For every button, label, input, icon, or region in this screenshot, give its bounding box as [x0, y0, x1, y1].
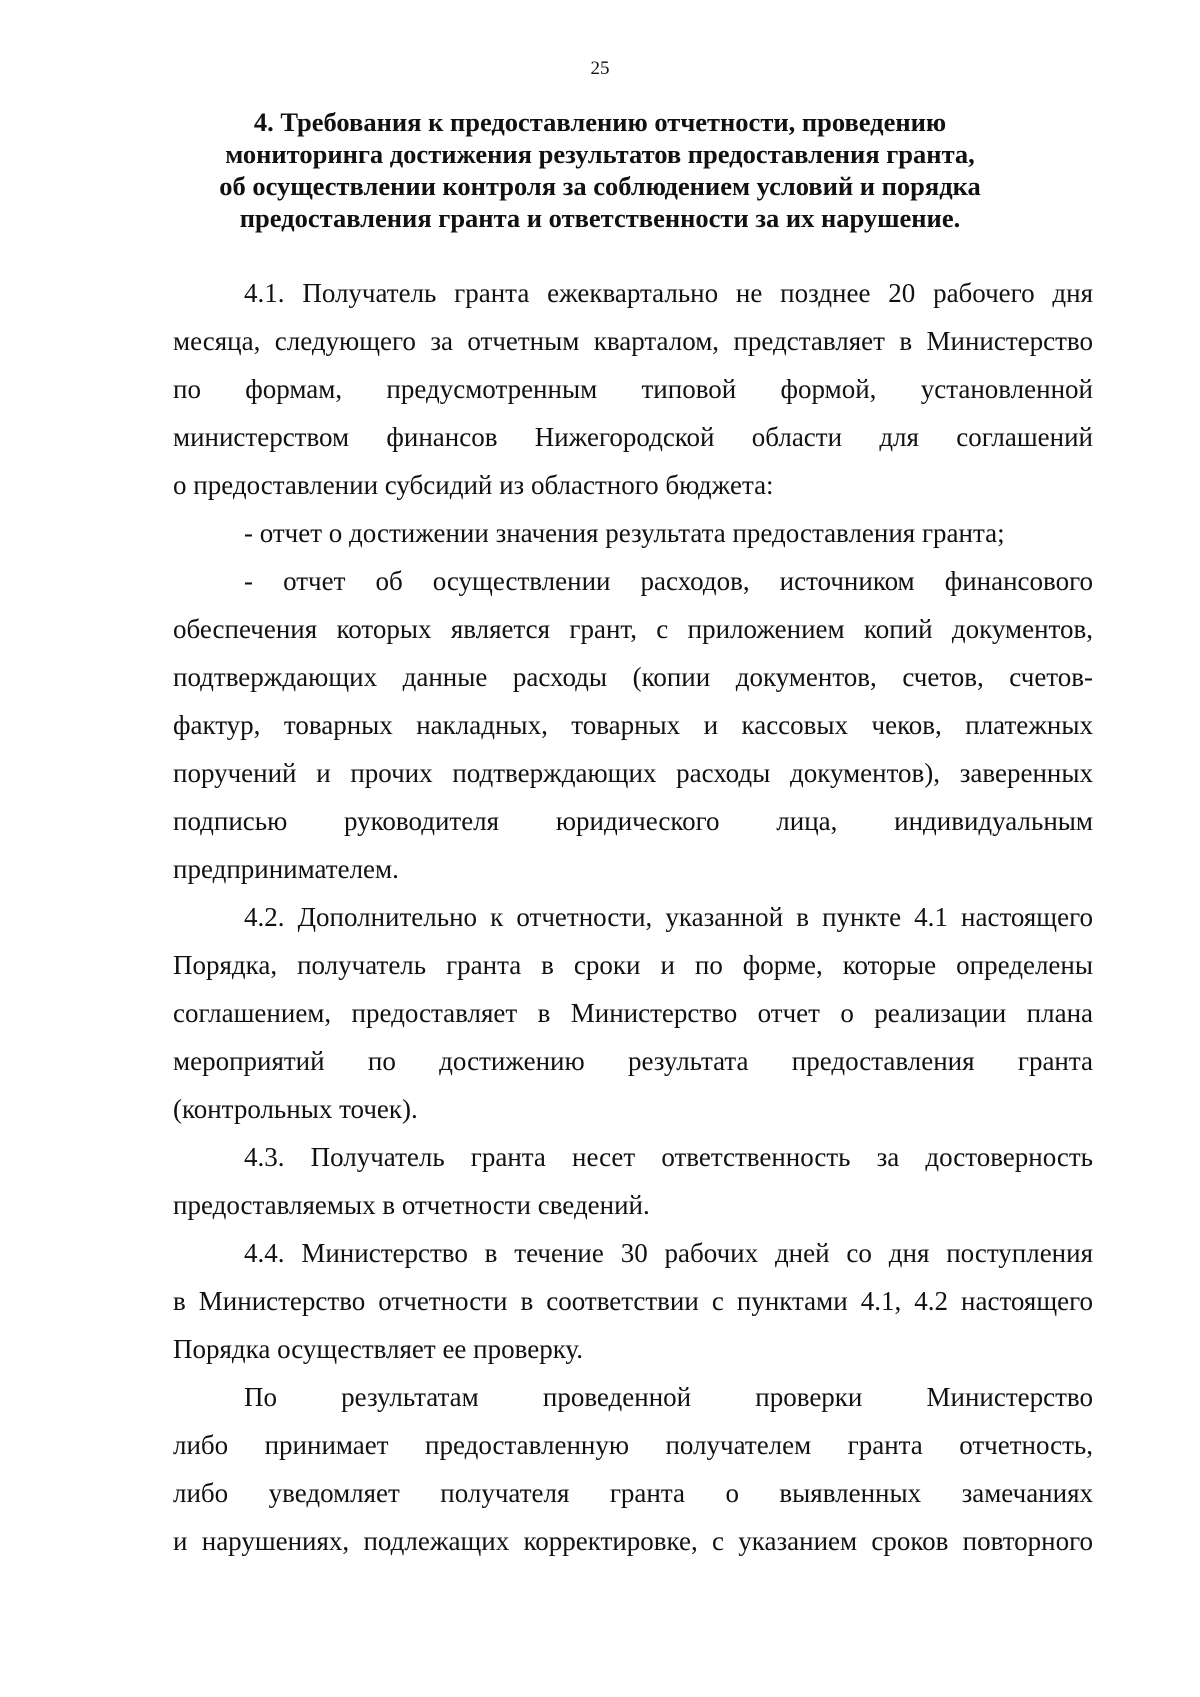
text-line: предпринимателем.	[173, 854, 399, 884]
text-line: 4.3. Получатель гранта несет ответственность за достоверность	[244, 1142, 1093, 1172]
text-line: По результатам проведенной проверки Министерство	[244, 1382, 1093, 1412]
text-line: о предоставлении субсидий из областного бюджета:	[173, 470, 774, 500]
heading-line: мониторинга достижения результатов предоставления гранта,	[225, 139, 975, 169]
text-line: в Министерство отчетности в соответствии с пунктами 4.1, 4.2 настоящего	[173, 1286, 1093, 1316]
paragraph-4-4	[173, 1229, 1093, 1373]
text-line: соглашением, предоставляет в Министерство отчет о реализации плана	[173, 998, 1093, 1028]
text-line: предоставляемых в отчетности сведений.	[173, 1190, 650, 1220]
page-number: 25	[590, 58, 610, 79]
paragraph-4-1	[173, 269, 1093, 509]
heading-line: 4. Требования к предоставлению отчетности, проведению	[253, 107, 947, 137]
text-line: - отчет о достижении значения результата предоставления гранта;	[244, 518, 1005, 548]
text-line: Порядка, получатель гранта в сроки и по форме, которые определены	[173, 950, 1093, 980]
text-line: либо уведомляет получателя гранта о выявленных замечаниях	[173, 1478, 1093, 1508]
text-line: Порядка осуществляет ее проверку.	[173, 1334, 583, 1364]
text-line: либо принимает предоставленную получателем гранта отчетность,	[173, 1430, 1093, 1460]
section-heading	[160, 106, 1040, 234]
text-line: - отчет об осуществлении расходов, источником финансового	[244, 566, 1093, 596]
text-line: обеспечения которых является грант, с приложением копий документов,	[173, 614, 1093, 644]
document-body	[173, 269, 1093, 1565]
heading-line: об осуществлении контроля за соблюдением условий и порядка	[219, 171, 981, 201]
text-line: подписью руководителя юридического лица, индивидуальным	[173, 806, 1093, 836]
text-line: 4.1. Получатель гранта ежеквартально не позднее 20 рабочего дня	[244, 278, 1093, 308]
text-line: и нарушениях, подлежащих корректировке, с указанием сроков повторного	[173, 1526, 1093, 1556]
paragraph-4-3	[173, 1133, 1093, 1229]
paragraph-4-2	[173, 893, 1093, 1133]
text-line: 4.4. Министерство в течение 30 рабочих дней со дня поступления	[244, 1238, 1093, 1268]
list-item-report-expenses	[173, 557, 1093, 893]
text-line: поручений и прочих подтверждающих расходы документов), заверенных	[173, 758, 1093, 788]
text-line: мероприятий по достижению результата предоставления гранта	[173, 1046, 1093, 1076]
text-line: министерством финансов Нижегородской области для соглашений	[173, 422, 1093, 452]
text-line: по формам, предусмотренным типовой формой, установленной	[173, 374, 1093, 404]
paragraph-check-results	[173, 1373, 1093, 1565]
text-line: 4.2. Дополнительно к отчетности, указанной в пункте 4.1 настоящего	[244, 902, 1093, 932]
text-line: месяца, следующего за отчетным кварталом, представляет в Министерство	[173, 326, 1093, 356]
list-item-report-result	[173, 509, 1093, 557]
text-line: подтверждающих данные расходы (копии документов, счетов, счетов-	[173, 662, 1093, 692]
text-line: (контрольных точек).	[173, 1094, 418, 1124]
text-line: фактур, товарных накладных, товарных и кассовых чеков, платежных	[173, 710, 1093, 740]
heading-line: предоставления гранта и ответственности за их нарушение.	[239, 203, 961, 233]
